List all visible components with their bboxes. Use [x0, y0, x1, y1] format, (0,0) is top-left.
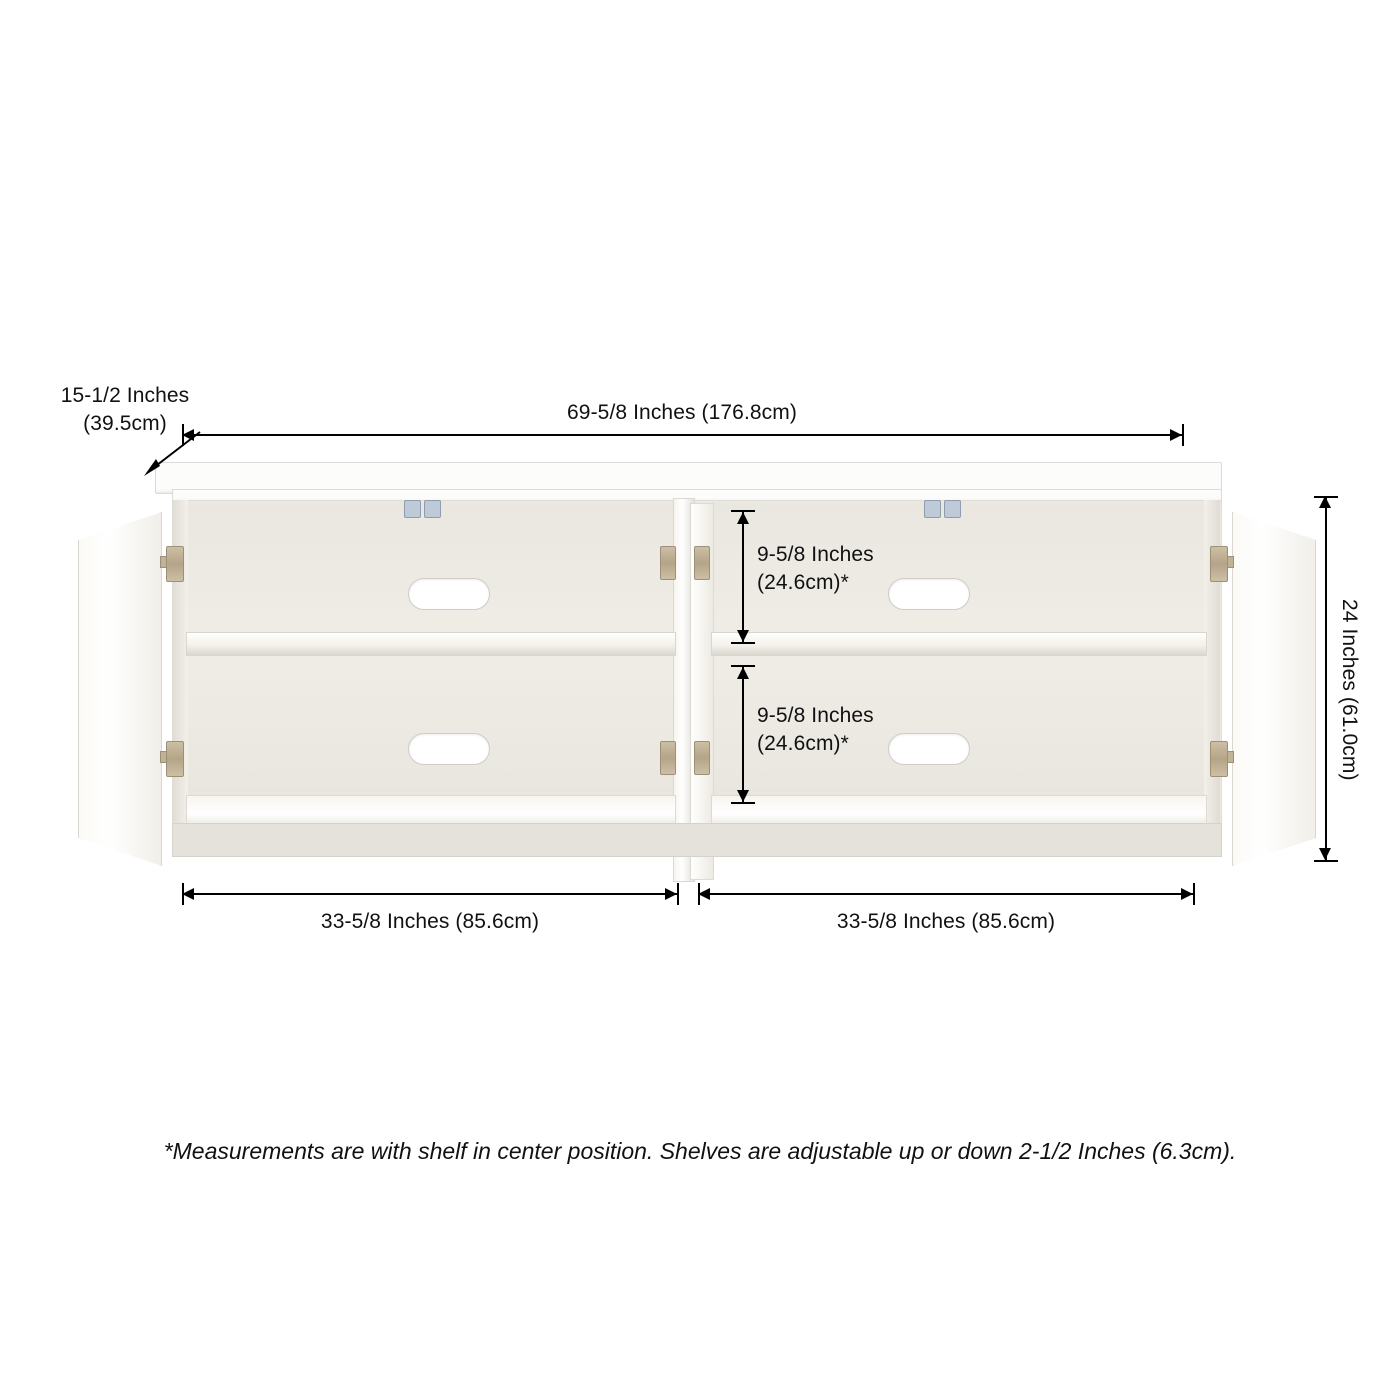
top-bracket-clip-right-a: [924, 500, 941, 518]
right-bay-dimension-label: 33-5/8 Inches (85.6cm): [836, 910, 1056, 933]
lower-compartment-label-line2: (24.6cm)*: [757, 732, 849, 755]
upper-compartment-arrow-top: [737, 512, 749, 524]
right-door-hinge-bottom: [1210, 741, 1228, 777]
top-bracket-clip-left-a: [404, 500, 421, 518]
lower-compartment-label-line1: 9-5/8 Inches: [757, 704, 874, 727]
right-bay-tick-left: [698, 883, 700, 905]
height-tick-top: [1314, 496, 1338, 498]
right-door-hinge-top: [1210, 546, 1228, 582]
left-door-panel[interactable]: [78, 512, 162, 866]
right-bay-dimension-line: [698, 893, 1193, 895]
left-door-hinge-top: [166, 546, 184, 582]
top-bracket-clip-left-b: [424, 500, 441, 518]
left-bay-tick-left: [182, 883, 184, 905]
depth-dimension-line: [130, 430, 210, 480]
left-bay-dimension-label: 33-5/8 Inches (85.6cm): [320, 910, 540, 933]
divider-hinge-right-top: [694, 546, 710, 580]
cable-hole-upper-left: [408, 578, 490, 610]
height-dimension-label: 24 Inches (61.0cm): [1338, 599, 1361, 781]
height-arrow-bottom: [1319, 848, 1331, 860]
left-bay-tick-right: [677, 883, 679, 905]
height-dimension-line: [1325, 496, 1327, 860]
right-bay-tick-right: [1193, 883, 1195, 905]
top-bracket-clip-right-b: [944, 500, 961, 518]
height-tick-bottom: [1314, 860, 1338, 862]
upper-compartment-label-line2: (24.6cm)*: [757, 571, 849, 594]
left-bay-interior: [186, 502, 673, 824]
upper-compartment-arrow-bottom: [737, 630, 749, 642]
left-bay-dimension-line: [182, 893, 677, 895]
footnote-text: *Measurements are with shelf in center position. Shelves are adjustable up or down 2-1/2 Inches (6.3cm).: [163, 1138, 1237, 1164]
depth-dimension-label-line1: 15-1/2 Inches: [60, 384, 190, 407]
lower-compartment-arrow-top: [737, 667, 749, 679]
divider-hinge-top: [660, 546, 676, 580]
lower-compartment-dimension-line: [742, 665, 744, 802]
lower-compartment-arrow-bottom: [737, 790, 749, 802]
depth-dimension-label-line2: (39.5cm): [83, 412, 167, 435]
width-dimension-line: [182, 434, 1182, 436]
upper-compartment-dimension-line: [742, 510, 744, 642]
cabinet-base-plinth: [172, 823, 1222, 857]
left-bay-arrow-right: [665, 888, 677, 900]
cable-hole-lower-left: [408, 733, 490, 765]
width-arrow-right: [1170, 429, 1182, 441]
left-middle-shelf: [186, 632, 676, 656]
right-middle-shelf: [711, 632, 1207, 656]
divider-hinge-right-bottom: [694, 741, 710, 775]
divider-hinge-bottom: [660, 741, 676, 775]
upper-compartment-tick-bottom: [731, 642, 755, 644]
width-dimension-label: 69-5/8 Inches (176.8cm): [567, 401, 797, 424]
right-door-panel[interactable]: [1232, 512, 1316, 866]
left-door-hinge-bottom: [166, 741, 184, 777]
right-bay-arrow-right: [1181, 888, 1193, 900]
upper-compartment-label-line1: 9-5/8 Inches: [757, 543, 874, 566]
lower-compartment-tick-bottom: [731, 802, 755, 804]
width-tick-right: [1182, 424, 1184, 446]
